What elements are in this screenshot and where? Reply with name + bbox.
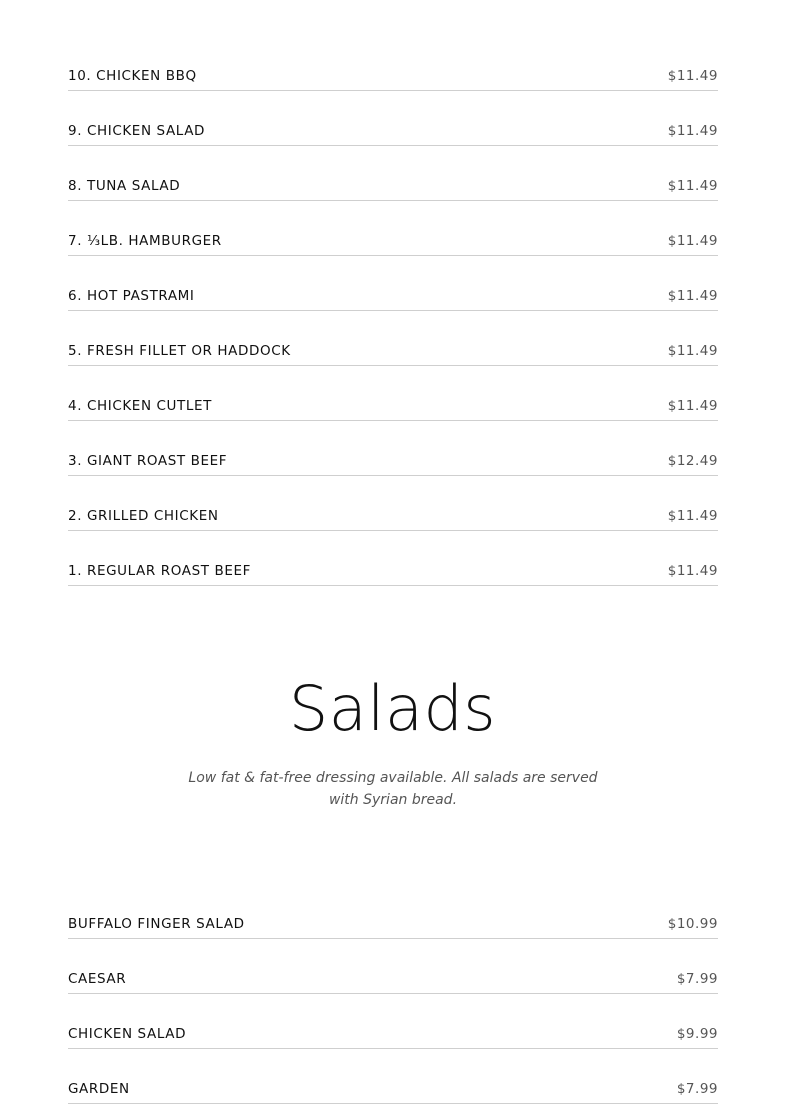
menu-item-name: 1. REGULAR ROAST BEEF <box>68 563 251 579</box>
menu-item-price: $11.49 <box>667 508 718 524</box>
menu-item-price: $11.49 <box>667 123 718 139</box>
salad-menu-list <box>68 884 718 1104</box>
menu-item <box>68 91 718 146</box>
menu-item-price: $11.49 <box>667 398 718 414</box>
menu-item-name: CAESAR <box>68 971 127 987</box>
menu-item-name: 6. HOT PASTRAMI <box>68 288 195 304</box>
menu-item-price: $11.49 <box>667 343 718 359</box>
menu-item <box>68 311 718 366</box>
sandwich-menu-list <box>68 36 718 586</box>
menu-item-name: CHICKEN SALAD <box>68 1026 187 1042</box>
menu-item <box>68 36 718 91</box>
menu-item-name: 5. FRESH FILLET OR HADDOCK <box>68 343 291 359</box>
menu-item-price: $10.99 <box>667 916 718 932</box>
menu-item <box>68 256 718 311</box>
menu-item-price: $11.49 <box>667 178 718 194</box>
menu-item <box>68 366 718 421</box>
menu-item-name: GARDEN <box>68 1081 130 1097</box>
menu-item-price: $9.99 <box>676 1026 718 1042</box>
menu-item-price: $11.49 <box>667 233 718 249</box>
menu-item-name: 8. TUNA SALAD <box>68 178 181 194</box>
menu-item-name: 4. CHICKEN CUTLET <box>68 398 212 414</box>
menu-item <box>68 421 718 476</box>
menu-item-price: $12.49 <box>667 453 718 469</box>
menu-item-price: $7.99 <box>676 1081 718 1097</box>
menu-item-price: $11.49 <box>667 288 718 304</box>
menu-item <box>68 531 718 586</box>
menu-item <box>68 994 718 1049</box>
menu-item-price: $7.99 <box>676 971 718 987</box>
menu-item-price: $11.49 <box>667 68 718 84</box>
menu-item <box>68 201 718 256</box>
menu-item <box>68 884 718 939</box>
menu-item-name: 2. GRILLED CHICKEN <box>68 508 219 524</box>
menu-item-name: BUFFALO FINGER SALAD <box>68 916 245 932</box>
salads-section-title: Salads <box>288 672 497 745</box>
menu-item <box>68 939 718 994</box>
menu-item <box>68 476 718 531</box>
menu-item-name: 10. CHICKEN BBQ <box>68 68 197 84</box>
menu-item <box>68 146 718 201</box>
menu-item <box>68 1049 718 1104</box>
menu-item-name: 3. GIANT ROAST BEEF <box>68 453 228 469</box>
salads-section-description: Low fat & fat-free dressing available. All salads are served with Syrian bread. <box>188 770 598 808</box>
menu-item-name: 7. ⅓LB. HAMBURGER <box>68 233 222 249</box>
menu-item-price: $11.49 <box>667 563 718 579</box>
menu-item-name: 9. CHICKEN SALAD <box>68 123 206 139</box>
